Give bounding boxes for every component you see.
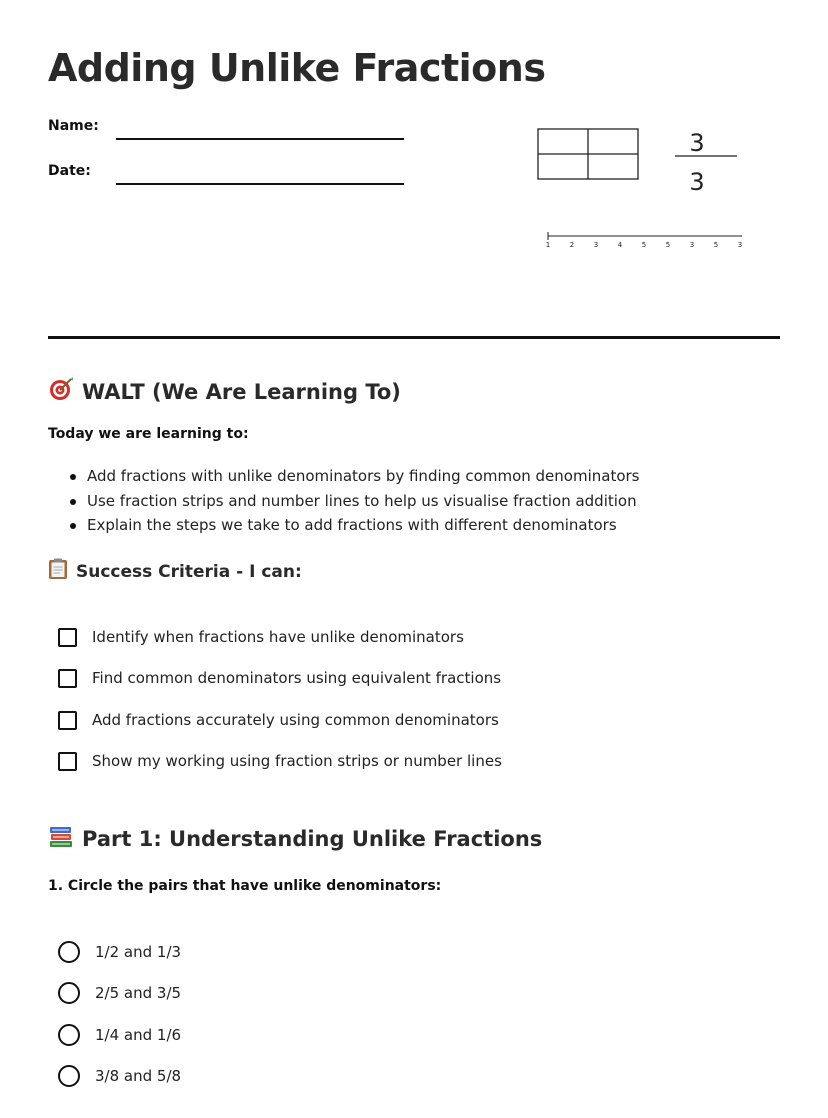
option-label: 2/5 and 3/5 (95, 984, 182, 1002)
criteria-label: Find common denominators using equivalent fractions (92, 669, 502, 687)
option-item (58, 1023, 181, 1047)
criteria-item (58, 625, 464, 649)
list-item: Use fraction strips and number lines to help us visualise fraction addition (68, 489, 639, 514)
target-icon (48, 376, 74, 407)
option-label: 1/4 and 1/6 (95, 1026, 182, 1044)
option-item (58, 981, 181, 1005)
walt-list (68, 464, 639, 538)
walt-heading-text: WALT (We Are Learning To) (82, 379, 401, 404)
number-line-tick-label: 5 (641, 241, 647, 249)
walt-heading (48, 376, 401, 407)
radio-circle[interactable] (58, 1065, 80, 1087)
fraction-grid-icon (538, 129, 638, 179)
radio-circle[interactable] (58, 941, 80, 963)
date-label: Date: (48, 163, 91, 179)
checkbox[interactable] (58, 752, 77, 771)
fraction-numerator: 3 (689, 129, 705, 157)
radio-circle[interactable] (58, 1024, 80, 1046)
criteria-label: Show my working using fraction strips or number lines (92, 752, 502, 770)
option-item (58, 1064, 181, 1088)
number-line-tick-label: 2 (569, 241, 575, 249)
name-field[interactable] (116, 138, 404, 140)
part1-heading (48, 823, 542, 854)
criteria-label: Add fractions accurately using common denominators (92, 711, 499, 729)
option-label: 1/2 and 1/3 (95, 943, 182, 961)
option-label: 3/8 and 5/8 (95, 1067, 182, 1085)
number-line-tick-label: 3 (593, 241, 599, 249)
name-label: Name: (48, 118, 99, 134)
books-icon (48, 823, 74, 854)
fraction-denominator: 3 (689, 168, 705, 196)
number-line-icon (548, 232, 742, 240)
question-text: 1. Circle the pairs that have unlike denominators: (48, 878, 442, 894)
success-heading (48, 558, 302, 585)
radio-circle[interactable] (58, 982, 80, 1004)
option-item (58, 940, 181, 964)
part1-heading-text: Part 1: Understanding Unlike Fractions (82, 826, 543, 851)
number-line-tick-label: 4 (617, 241, 623, 249)
section-divider (48, 336, 780, 339)
criteria-item (58, 749, 502, 773)
list-item: Explain the steps we take to add fractions with different denominators (68, 513, 639, 538)
success-heading-text: Success Criteria - I can: (76, 561, 302, 582)
number-line-tick-label: 1 (545, 241, 551, 249)
page-title: Adding Unlike Fractions (48, 46, 546, 90)
number-line-tick-label: 5 (665, 241, 671, 249)
checkbox[interactable] (58, 628, 77, 647)
number-line-tick-label: 5 (713, 241, 719, 249)
date-field[interactable] (116, 183, 404, 185)
checkbox[interactable] (58, 711, 77, 730)
checkbox[interactable] (58, 669, 77, 688)
criteria-item (58, 666, 501, 690)
number-line-tick-label: 3 (737, 241, 743, 249)
criteria-item (58, 708, 499, 732)
number-line-tick-label: 3 (689, 241, 695, 249)
criteria-label: Identify when fractions have unlike denominators (92, 628, 464, 646)
walt-intro: Today we are learning to: (48, 426, 249, 442)
clipboard-icon (48, 558, 68, 585)
fraction-illustration (536, 120, 766, 260)
list-item: Add fractions with unlike denominators by finding common denominators (68, 464, 639, 489)
